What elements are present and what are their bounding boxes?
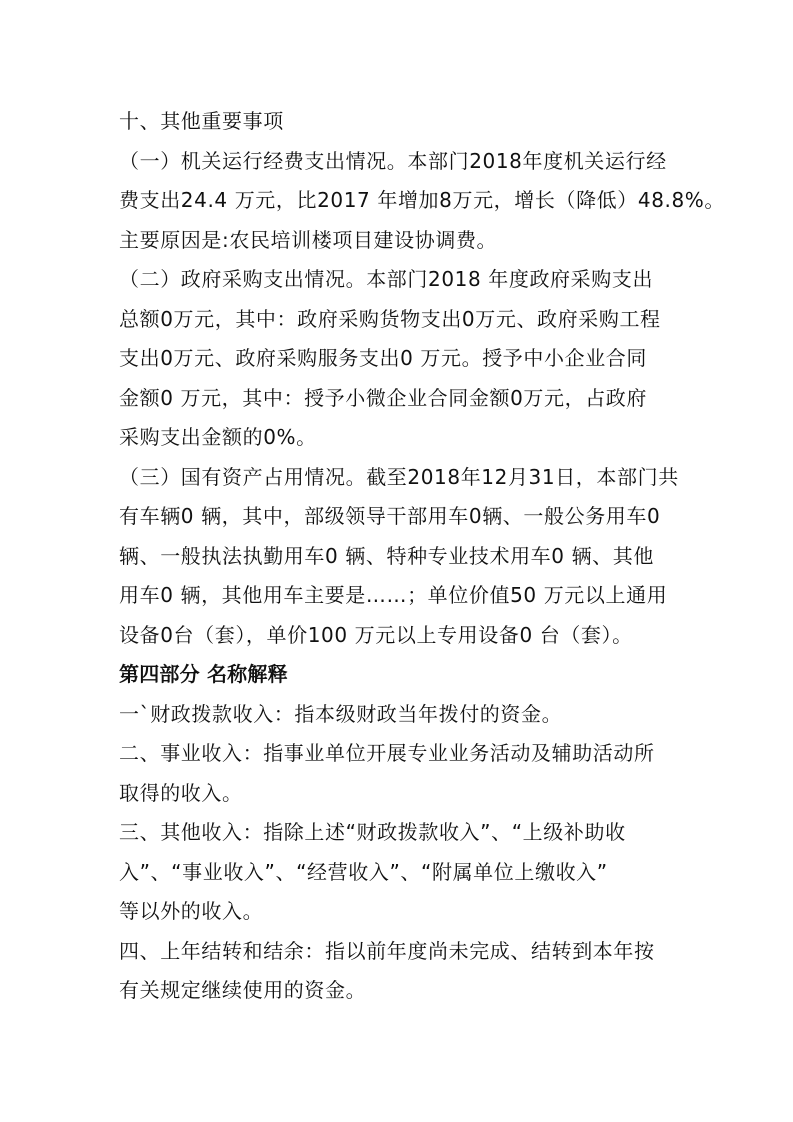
part-four-title: 第四部分 名称解释: [119, 662, 288, 686]
paragraph-line: 辆、一般执法执勤用车0 辆、特种专业技术用车0 辆、其他: [119, 543, 654, 568]
section-operating-expenses: [119, 142, 726, 261]
paragraph-line: 支出0万元、政府采购服务支出0 万元。授予中小企业合同: [119, 346, 648, 370]
paragraph-line: 金额0 万元，其中：授予小微企业合同金额0万元，占政府: [119, 385, 648, 410]
paragraph-line: （三）国有资产占用情况。截至2018年12月31日，本部门共: [119, 464, 679, 489]
section-state-assets: [119, 458, 679, 656]
definition-line: 取得的收入。: [119, 780, 243, 805]
paragraph-line: 费支出24.4 万元，比2017 年增加8万元，增长（降低）48.8%。: [119, 188, 726, 212]
definition-line: 二、事业收入：指事业单位开展专业业务活动及辅助活动所: [119, 741, 655, 765]
paragraph-line: 主要原因是:农民培训楼项目建设协调费。: [119, 227, 498, 252]
document-body: [119, 102, 726, 1011]
section-government-procurement: [119, 260, 679, 458]
definitions-list: [119, 695, 679, 1011]
paragraph-line: 用车0 辆，其他用车主要是……；单位价值50 万元以上通用: [119, 583, 668, 607]
definition-line: 一`财政拨款收入：指本级财政当年拨付的资金。: [119, 701, 563, 726]
definition-line: 四、上年结转和结余：指以前年度尚未完成、结转到本年按: [119, 938, 655, 963]
paragraph-line: 有车辆0 辆，其中，部级领导干部用车0辆、一般公务用车0: [119, 504, 661, 528]
definition-line: 入”、“事业收入”、“经营收入”、“附属单位上缴收入”: [119, 859, 608, 884]
paragraph-line: 设备0台（套），单价100 万元以上专用设备0 台（套）。: [119, 622, 633, 647]
definition-line: 有关规定继续使用的资金。: [119, 978, 367, 1002]
definition-line: 等以外的收入。: [119, 899, 264, 923]
paragraph-line: （一）机关运行经费支出情况。本部门2018年度机关运行经: [119, 148, 667, 173]
paragraph-line: 总额0万元，其中：政府采购货物支出0万元、政府采购工程: [119, 306, 661, 331]
section-heading-other-matters: 十、其他重要事项: [119, 109, 284, 133]
definition-line: 三、其他收入：指除上述“财政拨款收入”、“上级补助收: [119, 820, 626, 844]
paragraph-line: （二）政府采购支出情况。本部门2018 年度政府采购支出: [119, 267, 654, 291]
paragraph-line: 采购支出金额的0%。: [119, 425, 317, 449]
